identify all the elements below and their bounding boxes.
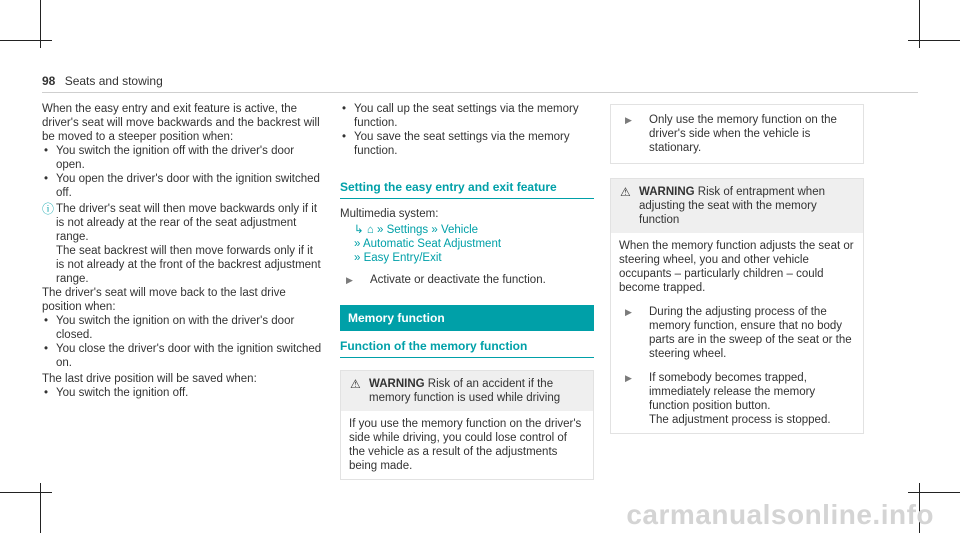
nav-step: Vehicle xyxy=(440,224,479,236)
warning-title: Risk of an accident if the memory function is used while driving xyxy=(369,378,561,404)
nav-step: Automatic Seat Adjustment xyxy=(362,238,502,250)
list-item: • You switch the ignition off with the driver's door open. xyxy=(42,144,324,172)
nav-step: Settings xyxy=(386,224,429,236)
chevron-icon: » xyxy=(377,224,384,236)
chevron-icon: » xyxy=(431,224,438,236)
warning-box xyxy=(340,370,594,480)
note-text-2: The seat backrest will then move forwards only if it is not already at the front of the backrest adjustment range. xyxy=(56,245,321,285)
info-icon: ⓘ xyxy=(42,202,55,216)
home-icon: ⌂ xyxy=(366,224,374,236)
page-header xyxy=(42,74,163,88)
warning-header xyxy=(611,179,863,233)
warning-body xyxy=(611,233,863,433)
list-item: • You close the driver's door with the ignition switched on. xyxy=(42,342,324,370)
nav-path xyxy=(340,223,594,237)
action-box xyxy=(610,104,864,164)
warning-icon: ⚠ xyxy=(620,185,631,199)
nav-step: Easy Entry/Exit xyxy=(363,252,442,264)
note-text: The driver's seat will then move backwards only if it is not already at the rear of the seat adjustment range. xyxy=(56,203,318,243)
page-number: 98 xyxy=(42,74,56,88)
warning-box xyxy=(610,178,864,434)
intro-paragraph: When the easy entry and exit feature is active, the driver's seat will move backwards and the backrest will be moved to a steeper position when: xyxy=(42,103,320,143)
nav-path xyxy=(340,237,594,251)
section-bar: Memory function xyxy=(340,305,594,331)
warning-body: If you use the memory function on the driver's side while driving, you could lose control of the vehicle as a result of the adjustments being made. xyxy=(349,418,582,472)
warning-label: WARNING xyxy=(639,186,695,198)
list-item: • You switch the ignition on with the driver's door closed. xyxy=(42,314,324,342)
column-2 xyxy=(340,102,594,480)
note-block xyxy=(42,202,324,286)
list-item: • You switch the ignition off. xyxy=(42,386,324,400)
paragraph: The last drive position will be saved when: xyxy=(42,373,257,385)
section-title: Seats and stowing xyxy=(64,74,163,88)
arrow-icon: ↳ xyxy=(354,224,364,236)
warning-label: WARNING xyxy=(369,378,425,390)
list-item: • You call up the seat settings via the memory function. xyxy=(340,102,594,130)
warning-header xyxy=(341,371,593,411)
action-step: ▶ During the adjusting process of the memory function, ensure that no body parts are in the sweep of the seat or the steering wheel. xyxy=(619,305,855,361)
crop-mark xyxy=(0,40,52,41)
paragraph: The driver's seat will move back to the last drive position when: xyxy=(42,287,286,313)
action-step: ▶ Activate or deactivate the function. xyxy=(340,273,594,287)
section-heading: Setting the easy entry and exit feature xyxy=(340,180,594,199)
crop-mark xyxy=(0,492,52,493)
action-step: ▶ Only use the memory function on the driver's side when the vehicle is stationary. xyxy=(619,113,855,155)
subsection-heading: Function of the memory function xyxy=(340,339,594,358)
watermark: carmanualsonline.info xyxy=(626,499,934,530)
list-item: • You open the driver's door with the ignition switched off. xyxy=(42,172,324,200)
chevron-icon: » xyxy=(354,252,361,264)
crop-mark xyxy=(40,483,41,533)
list-item: • You save the seat settings via the memory function. xyxy=(340,130,594,158)
crop-mark xyxy=(908,40,960,41)
chevron-icon: » xyxy=(354,238,361,250)
nav-path xyxy=(340,251,594,265)
action-step: ▶ If somebody becomes trapped, immediately release the memory function position button. xyxy=(619,371,855,413)
warning-icon: ⚠ xyxy=(350,377,361,391)
warning-text: When the memory function adjusts the seat or steering wheel, you and other vehicle occupants – particularly children – could become trapped. xyxy=(619,240,854,294)
action-note: The adjustment process is stopped. xyxy=(649,414,831,426)
column-1 xyxy=(42,102,324,400)
column-3 xyxy=(610,102,864,434)
multimedia-label: Multimedia system: xyxy=(340,208,439,220)
crop-mark xyxy=(908,492,960,493)
warning-title: Risk of entrapment when adjusting the seat with the memory function xyxy=(639,186,825,226)
header-divider xyxy=(42,92,918,93)
